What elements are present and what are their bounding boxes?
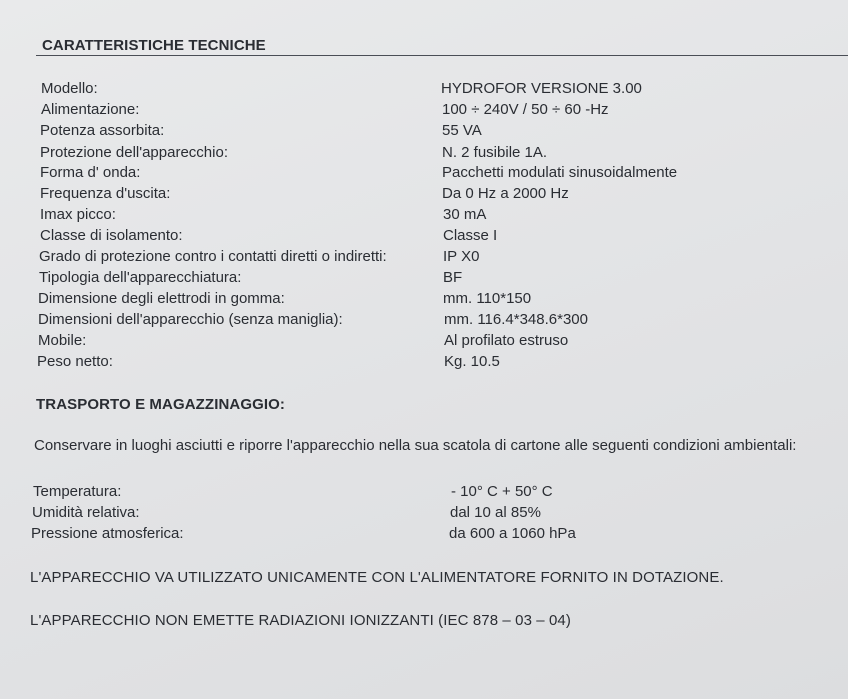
spec-label: Dimensione degli elettrodi in gomma:: [38, 290, 285, 307]
spec-label: Modello:: [41, 80, 98, 97]
spec-label: Frequenza d'uscita:: [40, 185, 171, 202]
spec-label: Potenza assorbita:: [40, 122, 165, 139]
notice-radiation: L'APPARECCHIO NON EMETTE RADIAZIONI IONIZZANTI (IEC 878 – 03 – 04): [30, 612, 571, 629]
spec-value: Classe I: [443, 227, 498, 244]
spec-label: Alimentazione:: [41, 101, 140, 118]
specs-title: CARATTERISTICHE TECNICHE: [42, 37, 266, 54]
spec-label: Tipologia dell'apparecchiatura:: [39, 269, 242, 286]
spec-label: Peso netto:: [37, 353, 113, 370]
storage-label: Temperatura:: [33, 483, 122, 500]
spec-label: Classe di isolamento:: [40, 227, 183, 244]
transport-description: Conservare in luoghi asciutti e riporre l'apparecchio nella sua scatola di cartone alle seguenti condizioni ambientali:: [34, 437, 797, 454]
spec-label: Grado di protezione contro i contatti diretti o indiretti:: [39, 248, 387, 265]
transport-title: TRASPORTO E MAGAZZINAGGIO:: [36, 396, 285, 413]
spec-value: 100 ÷ 240V / 50 ÷ 60 -Hz: [442, 101, 609, 118]
spec-value: mm. 116.4*348.6*300: [444, 311, 588, 328]
spec-label: Dimensioni dell'apparecchio (senza maniglia):: [38, 311, 343, 328]
spec-value: Kg. 10.5: [444, 353, 500, 370]
storage-label: Umidità relativa:: [32, 504, 140, 521]
spec-label: Forma d' onda:: [40, 164, 141, 181]
spec-value: Pacchetti modulati sinusoidalmente: [442, 164, 678, 181]
spec-value: Da 0 Hz a 2000 Hz: [442, 185, 569, 202]
spec-label: Protezione dell'apparecchio:: [40, 144, 228, 161]
title-divider: [36, 55, 848, 56]
storage-value: - 10° C + 50° C: [451, 483, 553, 500]
notice-power-supply: L'APPARECCHIO VA UTILIZZATO UNICAMENTE CON L'ALIMENTATORE FORNITO IN DOTAZIONE.: [30, 569, 724, 586]
spec-label: Imax picco:: [40, 206, 116, 223]
storage-value: dal 10 al 85%: [450, 504, 541, 521]
spec-value: BF: [443, 269, 463, 286]
spec-value: N. 2 fusibile 1A.: [442, 144, 548, 161]
spec-value: Al profilato estruso: [444, 332, 569, 349]
spec-value: mm. 110*150: [443, 290, 532, 307]
spec-label: Mobile:: [38, 332, 87, 349]
spec-value: HYDROFOR VERSIONE 3.00: [441, 80, 642, 97]
storage-value: da 600 a 1060 hPa: [449, 525, 576, 542]
spec-value: 30 mA: [443, 206, 487, 223]
storage-label: Pressione atmosferica:: [31, 525, 184, 542]
spec-value: 55 VA: [442, 122, 482, 139]
spec-value: IP X0: [443, 248, 480, 265]
